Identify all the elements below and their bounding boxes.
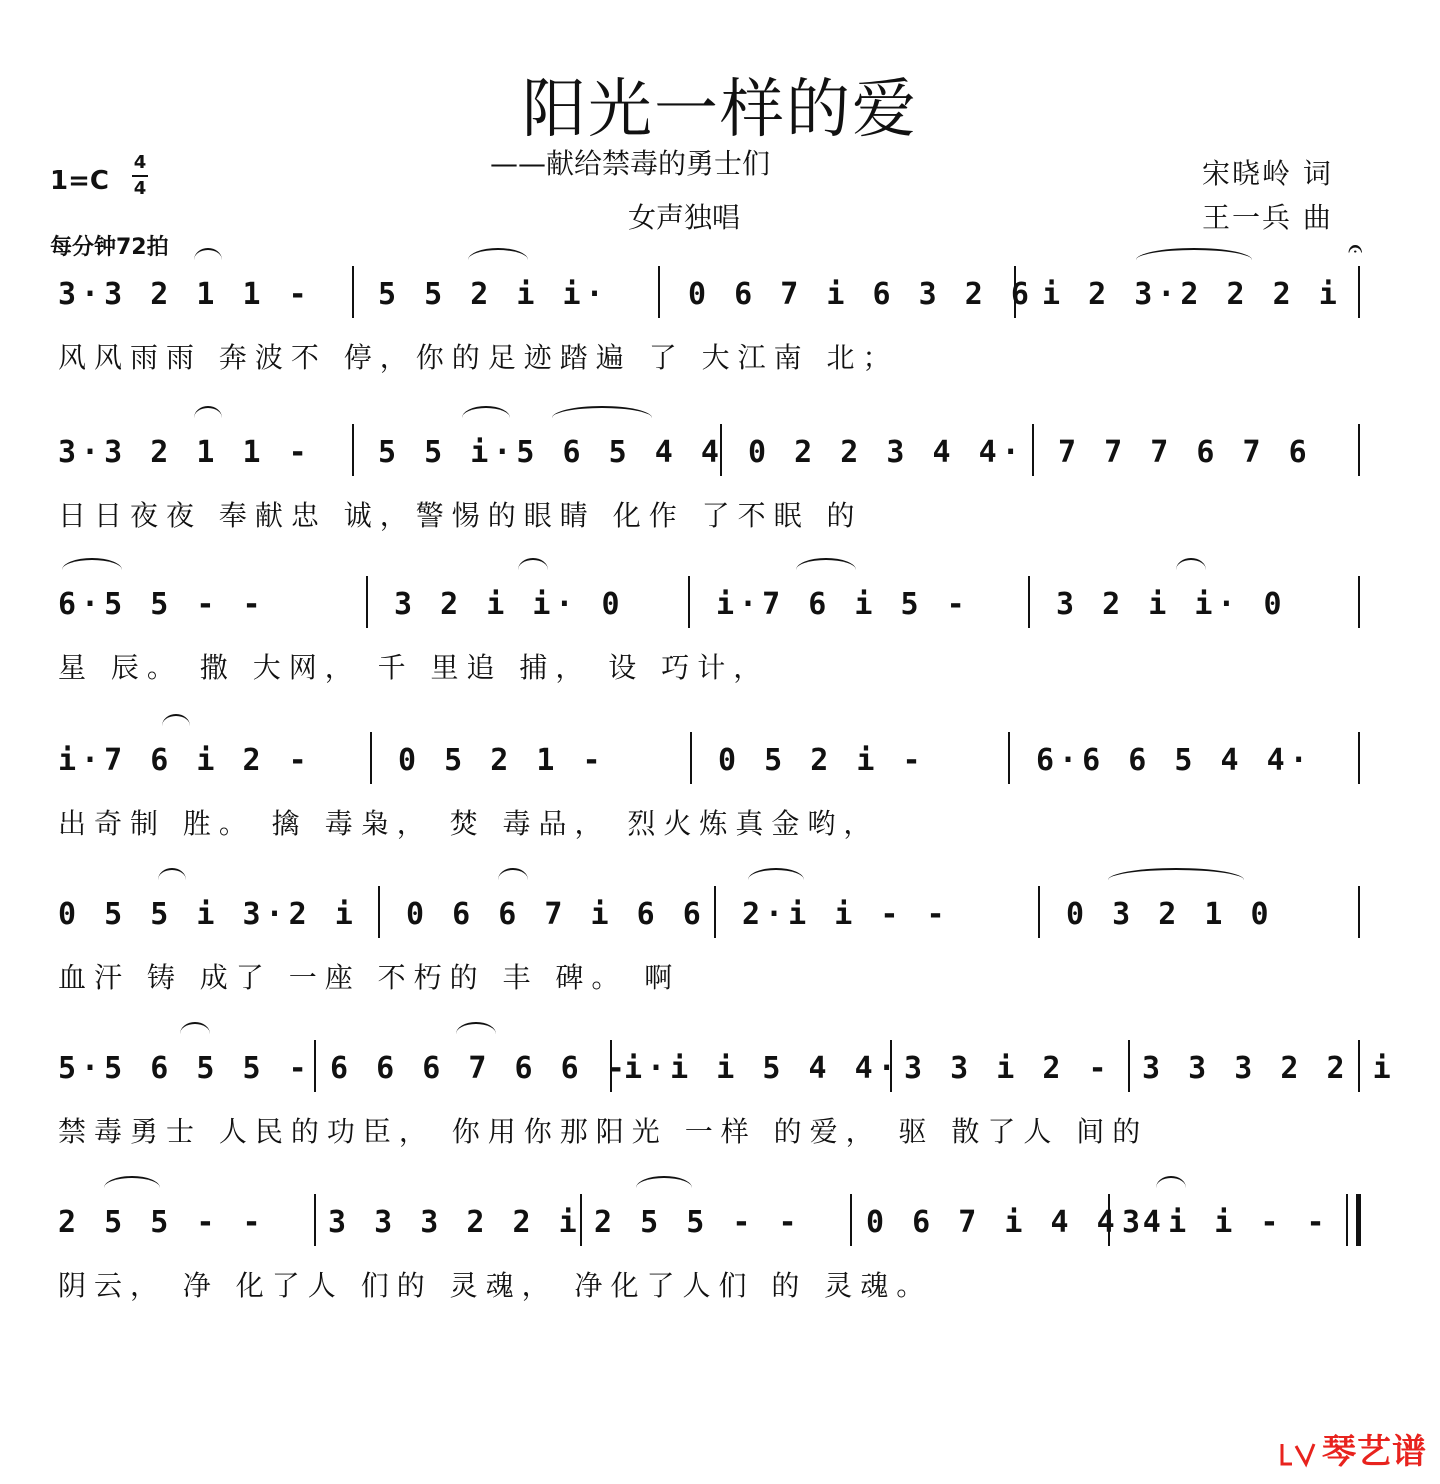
measure: 6·6 6 5 4 4·	[1036, 742, 1313, 778]
measure: 2 5 5 - -	[594, 1204, 802, 1240]
barline	[690, 732, 692, 784]
time-signature-bottom: 4	[133, 178, 147, 199]
measure: 3·3 2 1 1 -	[58, 434, 312, 470]
measure: 6·5 5 - -	[58, 586, 266, 622]
measure: 5 5 i·5 6 5 4 4	[378, 434, 724, 470]
barline	[1032, 424, 1034, 476]
slur-mark	[498, 868, 528, 892]
barline	[1358, 576, 1360, 628]
score-system-1	[48, 266, 1378, 416]
measure: 0 2 2 3 4 4·	[748, 434, 1025, 470]
slur-mark	[1108, 868, 1244, 892]
barline	[366, 576, 368, 628]
barline	[714, 886, 716, 938]
measure: i 2 3·2 2 2 i	[1042, 276, 1342, 312]
lyric-line: 出奇制 胜。 擒 毒枭， 焚 毒品， 烈火炼真金哟，	[58, 807, 880, 840]
logo-text: 琴艺谱	[1322, 1432, 1427, 1472]
barline	[314, 1194, 316, 1246]
slur-mark	[194, 406, 222, 430]
time-signature-divider	[132, 175, 148, 177]
barline	[378, 886, 380, 938]
barline	[1008, 732, 1010, 784]
barline	[1014, 266, 1016, 318]
tempo-marking: 每分钟72拍	[50, 235, 169, 260]
barline	[370, 732, 372, 784]
measure: 0 5 2 1 -	[398, 742, 606, 778]
slur-mark	[636, 1176, 692, 1200]
barline	[1358, 732, 1360, 784]
composer-credit: 王一兵 曲	[1202, 201, 1333, 234]
barline	[1358, 266, 1360, 318]
measure: 3 i i - -	[1122, 1204, 1330, 1240]
slur-mark	[552, 406, 652, 430]
lyric-line: 日日夜夜 奉献忠 诚，警惕的眼睛 化作 了不眠 的	[58, 499, 863, 532]
slur-mark	[456, 1022, 496, 1046]
slur-mark	[462, 406, 510, 430]
measure: 5 5 2 i i·	[378, 276, 609, 312]
lyric-line: 阴云， 净 化了人 们的 灵魂， 净化了人们 的 灵魂。	[58, 1269, 933, 1302]
measure: 0 5 5 i 3·2 i	[58, 896, 358, 932]
score-system-4	[48, 732, 1378, 882]
measure: 2·i i - -	[742, 896, 950, 932]
measure: 2 5 5 - -	[58, 1204, 266, 1240]
score-system-3	[48, 576, 1378, 726]
measure: 0 5 2 i -	[718, 742, 926, 778]
score-system-6	[48, 1040, 1396, 1190]
barline	[1358, 886, 1360, 938]
logo-mark-icon	[1278, 1440, 1318, 1468]
slur-mark	[748, 868, 804, 892]
slur-mark	[194, 248, 222, 272]
barline	[720, 424, 722, 476]
measure: 6 6 6 7 6 6 -	[330, 1050, 630, 1086]
barline	[352, 424, 354, 476]
slur-mark	[796, 558, 856, 582]
barline	[314, 1040, 316, 1092]
lyric-line: 禁毒勇士 人民的功臣， 你用你那阳光 一样 的爱， 驱 散了人 间的	[58, 1115, 1149, 1148]
site-logo	[1278, 1424, 1427, 1473]
measure: 3 3 3 2 2 i	[328, 1204, 582, 1240]
slur-mark	[1176, 558, 1206, 582]
measure: 0 3 2 1 0	[1066, 896, 1274, 932]
slur-mark	[62, 558, 122, 582]
measure: i·7 6 i 2 -	[58, 742, 312, 778]
lyric-line: 风风雨雨 奔波不 停，你的足迹踏遍 了 大江南 北；	[58, 341, 899, 374]
measure: i·7 6 i 5 -	[716, 586, 970, 622]
score-system-7	[48, 1194, 1378, 1344]
measure: 5·5 6 5 5 -	[58, 1050, 312, 1086]
time-signature-top: 4	[133, 152, 147, 173]
barline	[580, 1194, 582, 1246]
final-barline-thick	[1356, 1194, 1361, 1246]
barline	[352, 266, 354, 318]
key-signature: 1=C	[50, 166, 109, 196]
time-signature	[132, 152, 148, 200]
performance-type: 女声独唱	[628, 201, 741, 234]
slur-mark	[162, 714, 190, 738]
measure: 3 3 3 2 2 i	[1142, 1050, 1396, 1086]
slur-mark	[518, 558, 548, 582]
slur-mark	[104, 1176, 160, 1200]
slur-mark	[468, 248, 528, 272]
measure: 3 2 i i· 0	[394, 586, 625, 622]
lyricist-credit: 宋晓岭 词	[1202, 157, 1333, 190]
song-title: 阳光一样的爱	[522, 73, 918, 147]
barline	[1358, 424, 1360, 476]
final-barline-thin	[1346, 1194, 1348, 1246]
measure: 0 6 6 7 i 6 6	[406, 896, 706, 932]
lyric-line: 血汗 铸 成了 一座 不朽的 丰 碑。 啊	[58, 961, 681, 994]
barline	[1128, 1040, 1130, 1092]
slur-mark	[180, 1022, 210, 1046]
barline	[658, 266, 660, 318]
score-system-5	[48, 886, 1378, 1036]
slur-mark	[1156, 1176, 1186, 1200]
barline	[1358, 1040, 1360, 1092]
measure: 0 6 7 i 6 3 2 6	[688, 276, 1034, 312]
measure: 3 3 i 2 -	[904, 1050, 1112, 1086]
dedication-subtitle: ——献给禁毒的勇士们	[490, 147, 771, 180]
score-system-2	[48, 424, 1378, 574]
fermata-icon: 𝄐	[1348, 234, 1363, 264]
barline	[1028, 576, 1030, 628]
lyric-line: 星 辰。 撒 大网， 千 里追 捕， 设 巧计，	[58, 651, 770, 684]
measure: 0 6 7 i 4 4 4	[866, 1204, 1166, 1240]
measure: 7 7 7 6 7 6	[1058, 434, 1312, 470]
barline	[850, 1194, 852, 1246]
slur-mark	[158, 868, 186, 892]
barline	[1108, 1194, 1110, 1246]
measure: 3 2 i i· 0	[1056, 586, 1287, 622]
measure: 3·3 2 1 1 -	[58, 276, 312, 312]
barline	[1038, 886, 1040, 938]
barline	[610, 1040, 612, 1092]
barline	[890, 1040, 892, 1092]
barline	[688, 576, 690, 628]
slur-mark	[1136, 248, 1252, 272]
measure: i·i i 5 4 4·	[624, 1050, 901, 1086]
